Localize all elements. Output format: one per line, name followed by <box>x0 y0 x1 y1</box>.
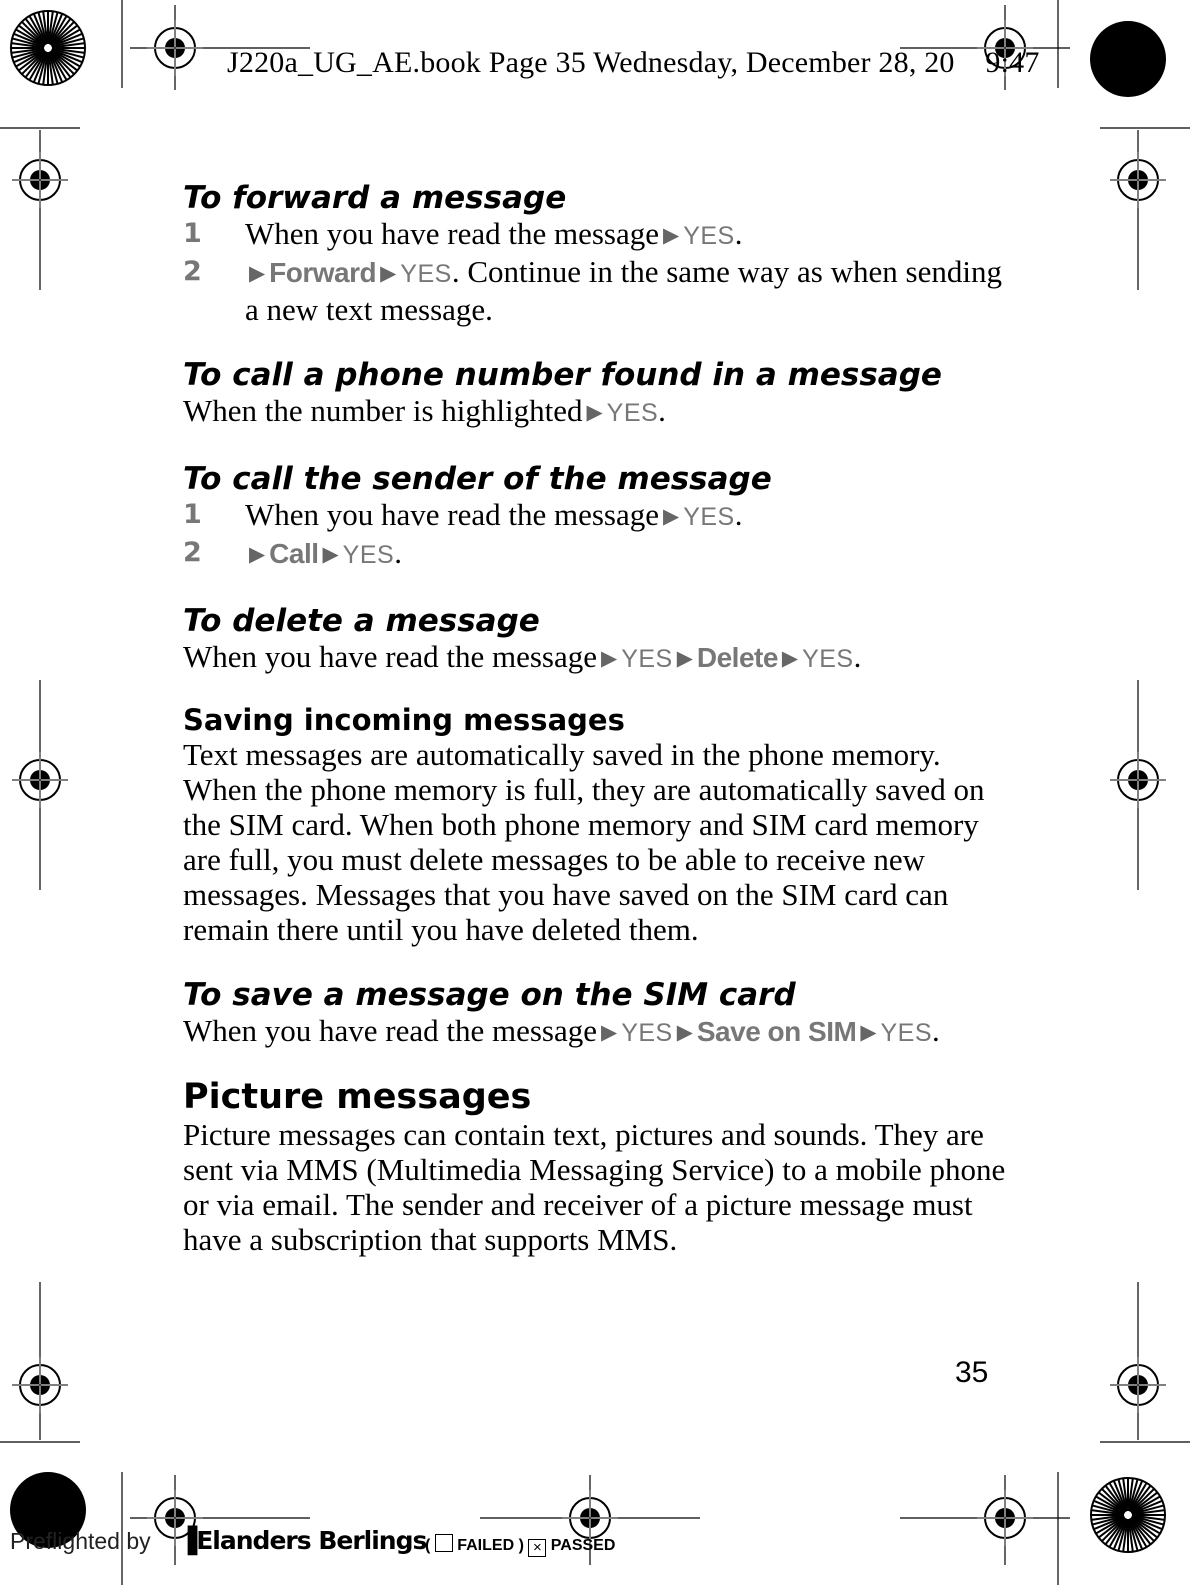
step-number: 2 <box>183 256 202 287</box>
menu-call: Call <box>269 538 319 569</box>
passed-checkmark: × <box>532 1539 542 1556</box>
step-text: When you have read the message <box>245 216 660 251</box>
arrow-icon: ▶ <box>781 646 799 670</box>
brand-name: Elanders Berlings <box>196 1526 427 1555</box>
registration-mark <box>12 752 68 808</box>
passed-label: PASSED <box>550 1537 616 1554</box>
failed-label: FAILED <box>457 1537 515 1554</box>
yes-key: YES <box>621 645 673 673</box>
yes-key: YES <box>606 399 659 427</box>
arrow-icon: ▶ <box>380 261 397 285</box>
call-number-text: When the number is highlighted ▶ YES. <box>183 393 666 428</box>
arrow-icon: ▶ <box>601 1020 618 1044</box>
yes-key: YES <box>342 541 395 569</box>
arrow-icon: ▶ <box>586 400 603 424</box>
passed-checkbox <box>528 1539 546 1557</box>
picture-paragraph: Picture messages can contain text, pictures and sounds. They are sent via MMS (Multimedia Messaging Service) to a mobile phone or via email. The sender and receiver of a picture message must have a subscription that supports MMS. <box>183 1117 1006 1257</box>
yes-key: YES <box>400 260 452 288</box>
page-content <box>183 180 1013 1257</box>
preflight-label: Preflighted by <box>10 1528 151 1554</box>
registration-mark <box>977 1490 1033 1546</box>
step-number: 2 <box>183 537 202 568</box>
heading-call-number: To call a phone number found in a message <box>183 357 942 393</box>
step-number: 1 <box>183 218 202 249</box>
heading-forward: To forward a message <box>183 180 567 216</box>
arrow-icon: ▶ <box>676 646 693 670</box>
arrow-icon: ▶ <box>663 504 680 528</box>
step-text: When you have read the message <box>245 497 660 532</box>
heading-call-sender: To call the sender of the message <box>183 461 772 497</box>
yes-key: YES <box>683 503 735 531</box>
heading-picture-messages: Picture messages <box>183 1077 532 1117</box>
arrow-icon: ▶ <box>601 646 618 670</box>
failed-checkbox <box>435 1534 453 1552</box>
yes-key: YES <box>802 645 854 673</box>
registration-mark <box>1110 752 1166 808</box>
body-text: When you have read the message <box>183 1013 598 1048</box>
body-text: When the number is highlighted <box>183 393 583 428</box>
arrow-icon: ▶ <box>860 1020 877 1044</box>
arrow-icon: ▶ <box>322 542 339 566</box>
yes-key: YES <box>621 1019 673 1047</box>
arrow-icon: ▶ <box>663 223 680 247</box>
registration-mark <box>12 1357 68 1413</box>
menu-forward: Forward <box>269 257 377 288</box>
arrow-icon: ▶ <box>249 261 266 285</box>
delete-text: When you have read the message ▶ YES ▶ Delete ▶ YES. <box>183 639 862 674</box>
registration-mark <box>1110 152 1166 208</box>
heading-save-sim: To save a message on the SIM card <box>183 977 796 1013</box>
call-sender-step-2: 2 ▶ Call ▶ YES. <box>183 535 402 570</box>
starburst-mark <box>11 11 85 85</box>
registration-mark <box>147 20 203 76</box>
step-number: 1 <box>183 499 202 530</box>
call-sender-step-1: 1 When you have read the message ▶ YES. <box>183 497 743 532</box>
forward-step-2 <box>183 254 1013 327</box>
forward-step-1: 1 When you have read the message ▶ YES. <box>183 216 743 251</box>
page-number: 35 <box>955 1356 989 1389</box>
starburst-mark <box>1091 1478 1165 1552</box>
print-slug-header: J220a_UG_AE.book Page 35 Wednesday, December 28, 20 9:47 <box>227 46 1040 79</box>
heading-delete: To delete a message <box>183 603 540 639</box>
menu-delete: Delete <box>696 642 778 673</box>
preflight-status: ( FAILED ) × PASSED <box>425 1534 615 1557</box>
save-sim-text: When you have read the message ▶ YES ▶ Save on SIM ▶ YES. <box>183 1013 940 1048</box>
heading-saving: Saving incoming messages <box>183 703 625 737</box>
brand-logo: ▐Elanders Berlings <box>178 1526 427 1555</box>
menu-save-on-sim: Save on SIM <box>696 1016 857 1047</box>
body-text: When you have read the message <box>183 639 598 674</box>
saving-paragraph: Text messages are automatically saved in the phone memory. When the phone memory is full, they are automatically saved on the SIM card. When both phone memory and SIM card memory are full, you must delete messages to be able to receive new messages. Messages that you have saved on the SIM card can remain there until you have deleted them. <box>183 737 985 947</box>
yes-key: YES <box>683 222 735 250</box>
arrow-icon: ▶ <box>249 542 266 566</box>
yes-key: YES <box>880 1019 932 1047</box>
registration-mark <box>1110 1357 1166 1413</box>
arrow-icon: ▶ <box>676 1020 693 1044</box>
step-text: . Continue in the same way as when sending a new text message. <box>245 254 1002 327</box>
registration-mark <box>12 152 68 208</box>
